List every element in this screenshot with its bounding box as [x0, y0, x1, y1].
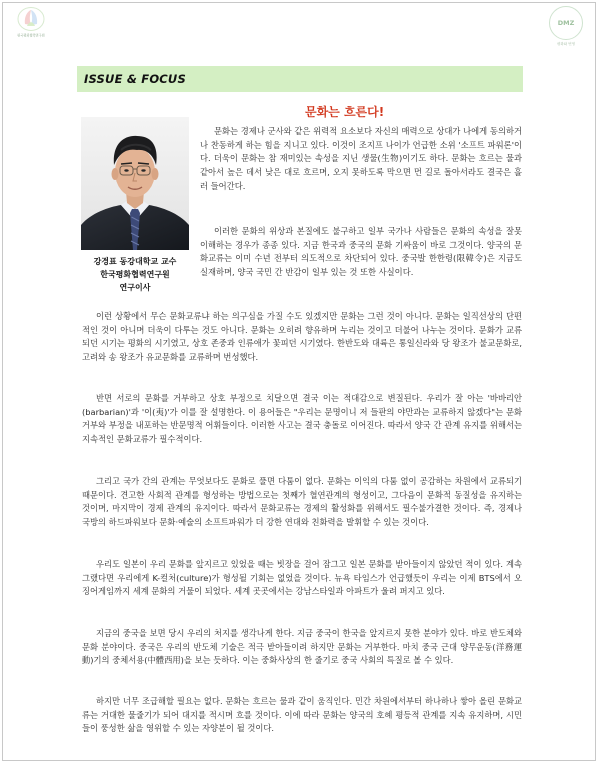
author-affiliation: 한국평화협력연구원 [100, 270, 170, 279]
article-title: 문화는 흐른다! [305, 105, 385, 119]
article-paragraph: 지금의 중국을 보면 당시 우리의 처지를 생각나게 한다. 지금 중국이 한국을 앞지르지 못한 분야가 있다. 바로 반도체와 문화 분야이다. 중국은 우리의 반도체 기술은 적극 받아들이려 하지만 문화는 거부한다. 마치 중국 근대 양무운동(洋務運動)기의 중체서용(中體西用)을 보는 듯하다. 이는 중화사상의 한 줄기로 중국 사회의 특질로 볼 수 있다. [82, 628, 522, 666]
author-byline [82, 255, 188, 294]
institute-logo-caption: 한국평화협력연구원 [17, 34, 45, 38]
article-paragraph: 반면 서로의 문화를 거부하고 상호 부정으로 치달으면 결국 이는 적대감으로 변질된다. 우리가 잘 아는 '바바리안(barbarian)'과 '이(夷)'가 이를 잘 설명한다. 이 용어들은 "우리는 문명이니 저 들판의 야만과는 교류하지 않겠다"는 문화 거부와 부정을 내포하는 반문명적 어휘들이다. 이러한 사고는 결국 충돌로 이어진다. 따라서 양국 간 관계 유지를 위해서는 지속적인 문화교류가 필수적이다. [82, 393, 522, 445]
dmz-logo-text: DMZ [557, 19, 575, 27]
section-header [77, 66, 523, 92]
institute-emblem-icon [16, 6, 46, 32]
dmz-logo [544, 6, 588, 47]
author-photo [81, 117, 189, 250]
article-paragraph: 이러한 문화의 위상과 본질에도 불구하고 일부 국가나 사람들은 문화의 속성을 잘못 이해하는 경우가 종종 있다. 지금 한국과 중국의 문화 기싸움이 바로 그것이다. 양국의 문화교류는 이미 수년 전부터 의도적으로 차단되어 있다. 중국발 한한령(限韓令)은 지금도 실재하며, 양국 국민 간 반감이 일부 있는 것 또한 사실이다. [200, 226, 522, 278]
article-paragraph: 그리고 국가 간의 관계는 무엇보다도 문화로 풀면 다툼이 없다. 문화는 이익의 다툼 없이 공감하는 차원에서 교류되기 때문이다. 견고한 사회적 관계를 형성하는 방법으로는 첫째가 혈연관계의 형성이고, 그다음이 문화적 동질성을 유지하는 것이며, 마지막이 경제 관계의 유지이다. 따라서 문화교류는 경제의 활성화를 위해서도 필수불가결한 것이다. 즉, 경제나 국방의 하드파워보다 문화·예술의 소프트파워가 더 강한 연대와 친화력을 발휘할 수 있는 것이다. [82, 476, 522, 528]
institute-logo [10, 6, 52, 39]
article-paragraph: 우리도 일본이 우리 문화를 앞지르고 있었을 때는 빗장을 걸어 잠그고 일본 문화를 받아들이지 않았던 적이 있다. 계속 그랬다면 우리에게 K-컬처(culture)가 형성될 기회는 없었을 것이다. 뉴욕 타임스가 언급했듯이 우리는 이제 BTS에서 오징어게임까지 세계 문화의 거물이 되었다. 세계 곳곳에서는 강남스타일과 아파트가 울려 퍼지고 있다. [82, 559, 522, 597]
article-paragraph: 문화는 경제나 군사와 같은 위력적 요소보다 자신의 매력으로 상대가 나에게 동의하거나 찬동하게 하는 힘을 지니고 있다. 이것이 조지프 나이가 언급한 소위 '소프트 파워론'이다. 더욱이 문화는 참 재미있는 속성을 지닌 생물(生物)이기도 하다. 문화는 흐르는 물과 같아서 높은 데서 낮은 대로 흐르며, 오지 못하도록 막으면 먼 길로 돌아서라도 결국은 흘러 들어간다. [200, 126, 522, 191]
article-paragraph: 하지만 너무 조급해할 필요는 없다. 문화는 흐르는 물과 같이 움직인다. 민간 차원에서부터 하나하나 쌓아 올린 문화교류는 거대한 물줄기가 되어 대지를 적시며 흐를 것이다. 이에 따라 문화는 양국의 호혜 평등적 관계를 지속 유지하며, 시민들이 풍성한 삶을 영위할 수 있는 자양분이 될 것이다. [82, 696, 522, 734]
dmz-logo-caption: 평화와 번영 [556, 42, 576, 46]
author-role: 연구이사 [119, 283, 151, 292]
author-name-title: 강경표 동강대학교 교수 [93, 257, 177, 266]
section-label: ISSUE & FOCUS [84, 72, 186, 86]
article-paragraph: 이런 상황에서 무슨 문화교류냐 하는 의구심을 가질 수도 있겠지만 문화는 그런 것이 아니다. 문화는 일직선상의 단편적인 것이 아니며 더욱이 다투는 것도 아니다. 문화는 오히려 향유하며 누리는 것이고 더불어 나누는 것이다. 문화가 교류되던 시기는 평화의 시기였고, 상호 존중과 인류애가 꽃피던 시기였다. 한반도와 대륙은 통일신라와 당 왕조가 불교문화로, 고려와 송 왕조가 유교문화를 교류하며 번성했다. [82, 311, 522, 363]
dmz-emblem-icon [549, 6, 583, 40]
